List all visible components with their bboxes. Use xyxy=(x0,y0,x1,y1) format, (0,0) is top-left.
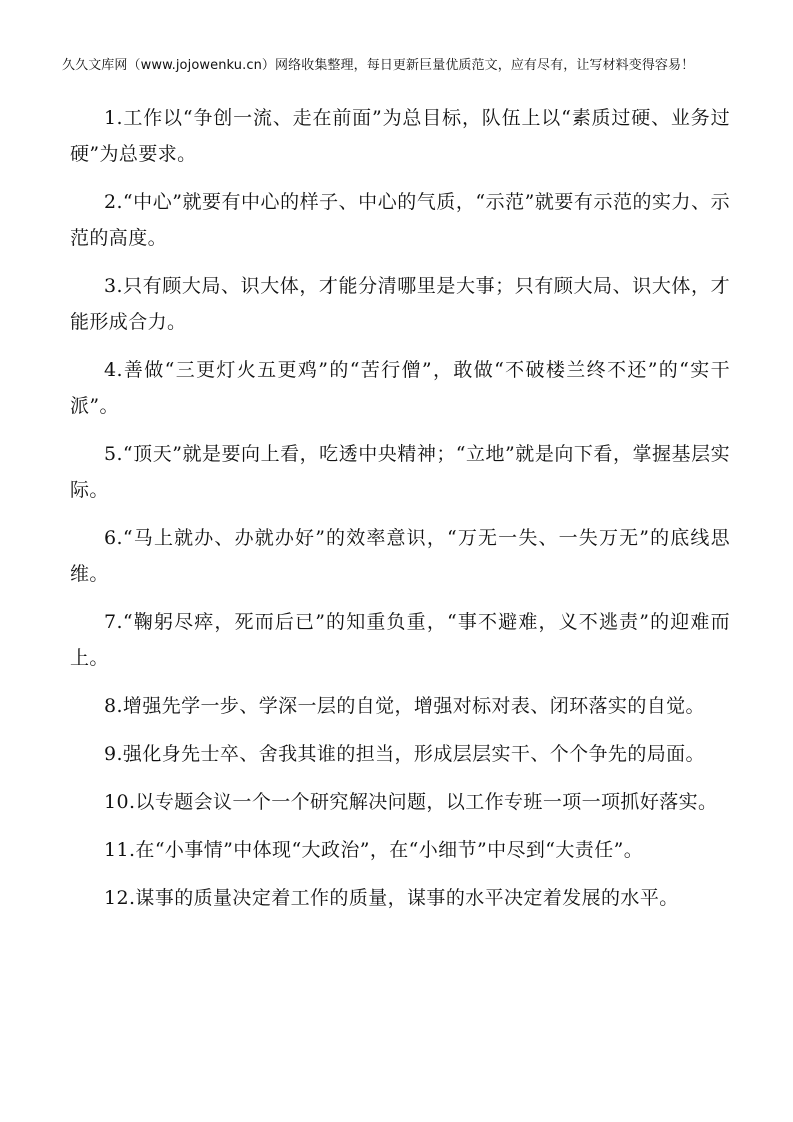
list-item: 6.“马上就办、办就办好”的效率意识，“万无一失、一失万无”的底线思维。 xyxy=(70,527,730,585)
list-item: 1.工作以“争创一流、走在前面”为总目标，队伍上以“素质过硬、业务过硬”为总要求。 xyxy=(70,107,730,165)
list-item: 7.“鞠躬尽瘁，死而后已”的知重负重，“事不避难，义不逃责”的迎难而上。 xyxy=(70,611,730,669)
list-item: 8.增强先学一步、学深一层的自觉，增强对标对表、闭环落实的自觉。 xyxy=(104,695,705,717)
list-item: 3.只有顾大局、识大体，才能分清哪里是大事；只有顾大局、识大体，才能形成合力。 xyxy=(70,275,730,333)
list-item: 4.善做“三更灯火五更鸡”的“苦行僧”，敢做“不破楼兰终不还”的“实干派”。 xyxy=(70,359,730,417)
source-header-note: 久久文库网（www.jojowenku.cn）网络收集整理，每日更新巨量优质范文，应有尽有，让写材料变得容易！ xyxy=(62,58,695,73)
list-item: 9.强化身先士卒、舍我其谁的担当，形成层层实干、个个争先的局面。 xyxy=(104,743,705,765)
list-item: 12.谋事的质量决定着工作的质量，谋事的水平决定着发展的水平。 xyxy=(104,887,679,909)
list-item: 11.在“小事情”中体现“大政治”，在“小细节”中尽到“大责任”。 xyxy=(104,839,644,861)
list-item: 5.“顶天”就是要向上看，吃透中央精神；“立地”就是向下看，掌握基层实际。 xyxy=(70,443,730,501)
list-item: 10.以专题会议一个一个研究解决问题，以工作专班一项一项抓好落实。 xyxy=(104,791,718,813)
list-item: 2.“中心”就要有中心的样子、中心的气质，“示范”就要有示范的实力、示范的高度。 xyxy=(70,191,730,249)
item-list xyxy=(70,100,730,928)
